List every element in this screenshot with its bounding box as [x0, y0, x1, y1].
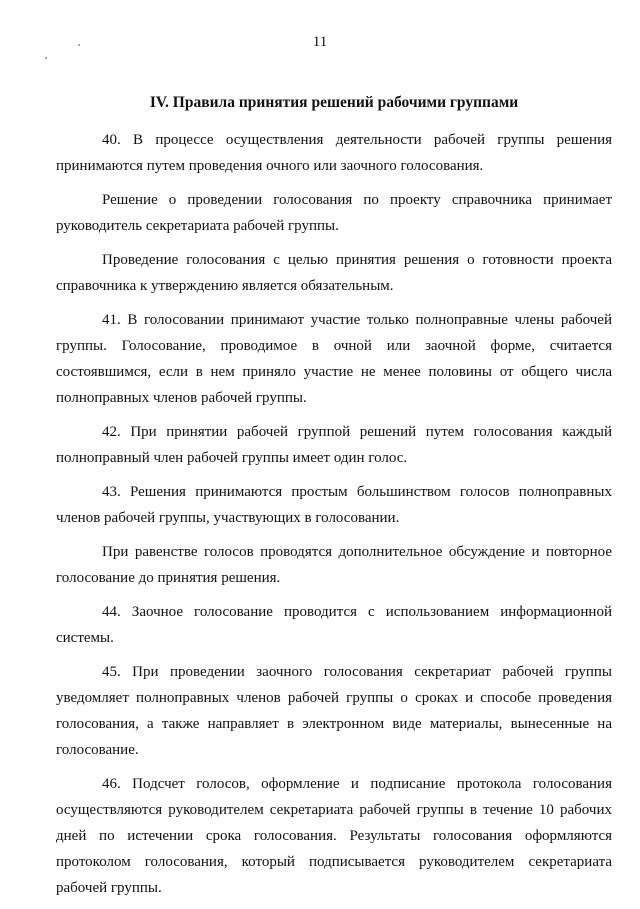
paragraph-43: 43. Решения принимаются простым большинством голосов полноправных членов рабочей группы, участвующих в голосовании.: [56, 484, 612, 526]
section-heading: IV. Правила принятия решений рабочими группами: [149, 94, 519, 111]
paragraph-43-tie: При равенстве голосов проводятся дополнительное обсуждение и повторное голосование до принятия решения.: [56, 544, 612, 586]
paragraph-40: 40. В процессе осуществления деятельности рабочей группы решения принимаются путем проведения очного или заочного голосования.: [56, 132, 612, 174]
paragraph-41: 41. В голосовании принимают участие только полноправные члены рабочей группы. Голосование, проводимое в очной или заочной форме, считается состоявшимся, если в нем приняло участие не менее половины от общего числа полноправных членов рабочей группы.: [56, 312, 612, 406]
document-body: [56, 127, 612, 909]
paragraph-42: 42. При принятии рабочей группой решений путем голосования каждый полноправный член рабочей группы имеет один голос.: [56, 424, 612, 466]
page-number: 11: [312, 34, 328, 50]
paragraph-40-mandatory: Проведение голосования с целью принятия решения о готовности проекта справочника к утверждению является обязательным.: [56, 252, 612, 294]
paragraph-44: 44. Заочное голосование проводится с использованием информационной системы.: [56, 604, 612, 646]
paragraph-46: 46. Подсчет голосов, оформление и подписание протокола голосования осуществляются руководителем секретариата рабочей группы в течение 10 рабочих дней по истечении срока голосования. Результаты голосования оформляются протоколом голосования, который подписывается руководителем секретариата рабочей группы.: [56, 776, 612, 896]
paragraph-45: 45. При проведении заочного голосования секретариат рабочей группы уведомляет полноправных членов рабочей группы о сроках и способе проведения голосования, а также направляет в электронном виде материалы, вынесенные на голосование.: [56, 664, 612, 758]
scan-speck: [45, 57, 47, 59]
paragraph-40-decision: Решение о проведении голосования по проекту справочника принимает руководитель секретариата рабочей группы.: [56, 192, 612, 234]
